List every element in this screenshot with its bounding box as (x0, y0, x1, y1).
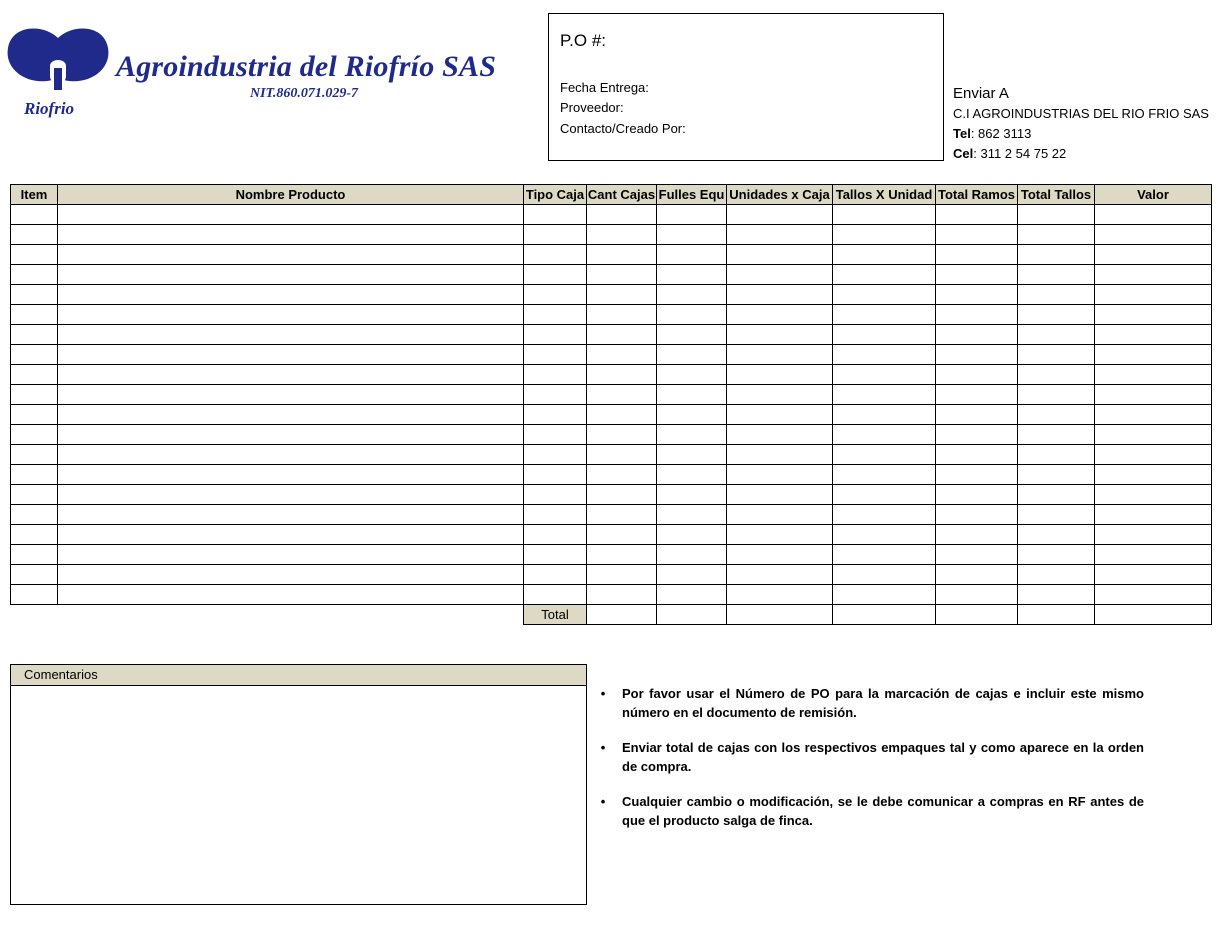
table-body (11, 205, 1212, 605)
table-cell[interactable] (833, 465, 936, 485)
table-cell[interactable] (936, 405, 1018, 425)
table-cell[interactable] (11, 305, 58, 325)
table-cell[interactable] (1095, 205, 1212, 225)
table-cell[interactable] (936, 445, 1018, 465)
table-cell[interactable] (833, 425, 936, 445)
table-cell[interactable] (727, 485, 833, 505)
total-cell-unidades-x-caja[interactable] (727, 605, 833, 625)
table-cell[interactable] (833, 345, 936, 365)
table-cell[interactable] (587, 505, 657, 525)
table-cell[interactable] (524, 485, 587, 505)
contacto-label: Contacto/Creado Por: (560, 121, 686, 136)
table-cell[interactable] (727, 365, 833, 385)
table-cell[interactable] (657, 325, 727, 345)
table-cell[interactable] (936, 325, 1018, 345)
bullet-icon: • (600, 740, 606, 755)
table-cell[interactable] (11, 285, 58, 305)
logo-wordmark: Riofrio (24, 99, 75, 118)
table-cell[interactable] (11, 525, 58, 545)
table-cell[interactable] (587, 525, 657, 545)
table-row (11, 285, 1212, 305)
bullet-icon: • (600, 794, 606, 809)
table-cell[interactable] (727, 405, 833, 425)
table-cell[interactable] (936, 525, 1018, 545)
table-cell[interactable] (657, 505, 727, 525)
table-cell[interactable] (58, 465, 524, 485)
table-cell[interactable] (58, 205, 524, 225)
table-cell[interactable] (524, 205, 587, 225)
table-cell[interactable] (58, 525, 524, 545)
total-label: Total (524, 605, 587, 625)
table-row (11, 425, 1212, 445)
table-cell[interactable] (11, 505, 58, 525)
table-cell[interactable] (936, 425, 1018, 445)
table-cell[interactable] (587, 305, 657, 325)
table-header-row (11, 185, 1212, 205)
table-cell[interactable] (58, 365, 524, 385)
table-cell[interactable] (1018, 225, 1095, 245)
table-row (11, 445, 1212, 465)
table-cell[interactable] (727, 425, 833, 445)
table-cell[interactable] (587, 405, 657, 425)
table-cell[interactable] (1018, 445, 1095, 465)
table-cell[interactable] (587, 365, 657, 385)
table-cell[interactable] (657, 465, 727, 485)
table-cell[interactable] (524, 525, 587, 545)
table-cell[interactable] (587, 585, 657, 605)
table-cell[interactable] (657, 285, 727, 305)
table-cell[interactable] (727, 225, 833, 245)
table-row (11, 225, 1212, 245)
proveedor-label: Proveedor: (560, 100, 624, 115)
table-cell[interactable] (833, 585, 936, 605)
table-cell[interactable] (524, 285, 587, 305)
table-cell[interactable] (1095, 425, 1212, 445)
table-cell[interactable] (1095, 565, 1212, 585)
total-cell-total-ramos[interactable] (936, 605, 1018, 625)
table-cell[interactable] (587, 285, 657, 305)
table-cell[interactable] (58, 265, 524, 285)
table-cell[interactable] (727, 305, 833, 325)
notes-list (596, 684, 1144, 846)
table-cell[interactable] (587, 425, 657, 445)
table-cell[interactable] (657, 265, 727, 285)
table-cell[interactable] (1018, 245, 1095, 265)
table-cell[interactable] (58, 405, 524, 425)
col-header-tipo-caja: Tipo Caja (524, 185, 587, 205)
table-cell[interactable] (1018, 405, 1095, 425)
table-cell[interactable] (587, 245, 657, 265)
table-row (11, 585, 1212, 605)
col-header-valor: Valor (1095, 185, 1212, 205)
table-cell[interactable] (657, 405, 727, 425)
table-cell[interactable] (58, 305, 524, 325)
col-header-cant-cajas: Cant Cajas (587, 185, 657, 205)
table-cell[interactable] (1095, 265, 1212, 285)
table-cell[interactable] (1095, 445, 1212, 465)
table-cell[interactable] (11, 325, 58, 345)
table-cell[interactable] (727, 345, 833, 365)
table-cell[interactable] (727, 545, 833, 565)
table-cell[interactable] (657, 365, 727, 385)
table-cell[interactable] (1018, 265, 1095, 285)
col-header-fulles-equ: Fulles Equ (657, 185, 727, 205)
table-cell[interactable] (11, 405, 58, 425)
table-cell[interactable] (657, 525, 727, 545)
table-cell[interactable] (58, 565, 524, 585)
table-cell[interactable] (1018, 385, 1095, 405)
table-cell[interactable] (657, 345, 727, 365)
total-blank-cell (11, 605, 58, 625)
table-cell[interactable] (587, 465, 657, 485)
table-cell[interactable] (524, 305, 587, 325)
note-text: Enviar total de cajas con los respectivos empaques tal y como aparece en la orden de compra. (622, 740, 1144, 774)
ship-to-company: C.I AGROINDUSTRIAS DEL RIO FRIO SAS (953, 106, 1209, 121)
table-cell[interactable] (1095, 365, 1212, 385)
table-cell[interactable] (936, 265, 1018, 285)
table-cell[interactable] (524, 245, 587, 265)
table-cell[interactable] (1018, 305, 1095, 325)
total-cell-total-tallos[interactable] (1018, 605, 1095, 625)
table-cell[interactable] (727, 505, 833, 525)
table-row (11, 525, 1212, 545)
total-row (11, 605, 1212, 625)
table-cell[interactable] (727, 205, 833, 225)
note-item (596, 738, 1144, 776)
table-cell[interactable] (1095, 345, 1212, 365)
tel-value: : 862 3113 (970, 126, 1032, 141)
table-cell[interactable] (833, 385, 936, 405)
table-row (11, 205, 1212, 225)
company-nit: NIT.860.071.029-7 (250, 86, 358, 101)
table-cell[interactable] (58, 285, 524, 305)
table-cell[interactable] (727, 465, 833, 485)
table-cell[interactable] (587, 325, 657, 345)
table-cell[interactable] (11, 205, 58, 225)
table-cell[interactable] (11, 445, 58, 465)
table-cell[interactable] (11, 425, 58, 445)
table-cell[interactable] (936, 205, 1018, 225)
table-cell[interactable] (1018, 505, 1095, 525)
col-header-nombre-producto: Nombre Producto (58, 185, 524, 205)
table-cell[interactable] (936, 365, 1018, 385)
table-cell[interactable] (1095, 525, 1212, 545)
total-blank-cell (58, 605, 524, 625)
table-cell[interactable] (833, 565, 936, 585)
table-cell[interactable] (587, 485, 657, 505)
table-cell[interactable] (727, 585, 833, 605)
table-row (11, 505, 1212, 525)
table-cell[interactable] (524, 585, 587, 605)
table-cell[interactable] (833, 205, 936, 225)
table-cell[interactable] (727, 445, 833, 465)
total-cell-valor[interactable] (1095, 605, 1212, 625)
table-cell[interactable] (1095, 505, 1212, 525)
table-cell[interactable] (587, 545, 657, 565)
table-cell[interactable] (524, 565, 587, 585)
table-cell[interactable] (657, 385, 727, 405)
table-cell[interactable] (936, 505, 1018, 525)
table-cell[interactable] (833, 405, 936, 425)
table-cell[interactable] (58, 345, 524, 365)
total-cell-fulles-equ[interactable] (657, 605, 727, 625)
table-cell[interactable] (657, 245, 727, 265)
table-cell[interactable] (524, 365, 587, 385)
table-cell[interactable] (833, 525, 936, 545)
table-cell[interactable] (524, 225, 587, 245)
comments-box[interactable] (10, 664, 587, 905)
table-cell[interactable] (1095, 305, 1212, 325)
po-box (548, 13, 944, 161)
table-row (11, 345, 1212, 365)
riofrio-logo-icon (6, 26, 110, 122)
table-cell[interactable] (1095, 325, 1212, 345)
table-cell[interactable] (833, 225, 936, 245)
table-cell[interactable] (657, 425, 727, 445)
table-row (11, 365, 1212, 385)
table-cell[interactable] (58, 505, 524, 525)
table-cell[interactable] (11, 385, 58, 405)
table-cell[interactable] (58, 325, 524, 345)
table-cell[interactable] (524, 465, 587, 485)
table-cell[interactable] (1018, 365, 1095, 385)
table-cell[interactable] (1095, 585, 1212, 605)
table-cell[interactable] (833, 285, 936, 305)
col-header-tallos-x-unidad: Tallos X Unidad (833, 185, 936, 205)
table-row (11, 465, 1212, 485)
table-cell[interactable] (936, 345, 1018, 365)
table-cell[interactable] (936, 565, 1018, 585)
table-cell[interactable] (11, 265, 58, 285)
company-logo (6, 26, 110, 122)
table-cell[interactable] (58, 545, 524, 565)
table-cell[interactable] (833, 505, 936, 525)
table-cell[interactable] (727, 565, 833, 585)
table-cell[interactable] (524, 425, 587, 445)
table-cell[interactable] (11, 485, 58, 505)
tel-label: Tel (953, 126, 971, 141)
table-cell[interactable] (1095, 385, 1212, 405)
cel-value: : 311 2 54 75 22 (973, 146, 1067, 161)
table-cell[interactable] (11, 345, 58, 365)
table-cell[interactable] (11, 585, 58, 605)
product-table (10, 184, 1212, 625)
table-cell[interactable] (833, 445, 936, 465)
col-header-unidades-x-caja: Unidades x Caja (727, 185, 833, 205)
table-cell[interactable] (833, 325, 936, 345)
table-cell[interactable] (1095, 465, 1212, 485)
table-row (11, 325, 1212, 345)
table-cell[interactable] (524, 445, 587, 465)
table-cell[interactable] (1095, 245, 1212, 265)
table-cell[interactable] (936, 225, 1018, 245)
ship-to-cel (953, 144, 1209, 164)
table-row (11, 545, 1212, 565)
table-row (11, 405, 1212, 425)
table-cell[interactable] (1018, 545, 1095, 565)
table-cell[interactable] (657, 545, 727, 565)
note-item (596, 792, 1144, 830)
table-cell[interactable] (11, 545, 58, 565)
table-cell[interactable] (936, 545, 1018, 565)
table-cell[interactable] (727, 525, 833, 545)
table-cell[interactable] (1018, 485, 1095, 505)
table-cell[interactable] (11, 225, 58, 245)
table-cell[interactable] (58, 585, 524, 605)
table-cell[interactable] (657, 305, 727, 325)
table-cell[interactable] (727, 285, 833, 305)
table-row (11, 485, 1212, 505)
table-cell[interactable] (587, 445, 657, 465)
table-cell[interactable] (58, 245, 524, 265)
po-number-label: P.O #: (560, 31, 606, 50)
table-cell[interactable] (58, 485, 524, 505)
table-cell[interactable] (833, 485, 936, 505)
bullet-icon: • (600, 686, 606, 701)
table-cell[interactable] (524, 405, 587, 425)
note-item (596, 684, 1144, 722)
table-cell[interactable] (524, 345, 587, 365)
ship-to-block (953, 84, 1209, 164)
table-cell[interactable] (11, 465, 58, 485)
ship-to-tel (953, 124, 1209, 144)
table-cell[interactable] (524, 545, 587, 565)
table-cell[interactable] (11, 245, 58, 265)
table-cell[interactable] (11, 365, 58, 385)
table-cell[interactable] (833, 545, 936, 565)
table-cell[interactable] (1018, 425, 1095, 445)
table-cell[interactable] (833, 245, 936, 265)
total-cell-tallos-x-unidad[interactable] (833, 605, 936, 625)
col-header-total-tallos: Total Tallos (1018, 185, 1095, 205)
table-row (11, 265, 1212, 285)
table-cell[interactable] (1018, 585, 1095, 605)
table-cell[interactable] (1095, 485, 1212, 505)
table-cell[interactable] (727, 245, 833, 265)
table-cell[interactable] (524, 385, 587, 405)
table-cell[interactable] (657, 445, 727, 465)
table-cell[interactable] (11, 565, 58, 585)
table-cell[interactable] (833, 305, 936, 325)
table-cell[interactable] (727, 385, 833, 405)
table-cell[interactable] (1018, 205, 1095, 225)
table-cell[interactable] (657, 225, 727, 245)
note-text: Por favor usar el Número de PO para la marcación de cajas e incluir este mismo número en el documento de remisión. (622, 686, 1144, 720)
table-cell[interactable] (58, 425, 524, 445)
table-cell[interactable] (58, 225, 524, 245)
table-cell[interactable] (833, 365, 936, 385)
table-cell[interactable] (1095, 225, 1212, 245)
table-cell[interactable] (524, 505, 587, 525)
table-cell[interactable] (58, 385, 524, 405)
table-cell[interactable] (587, 385, 657, 405)
total-cell-cant-cajas[interactable] (587, 605, 657, 625)
table-row (11, 245, 1212, 265)
company-name: Agroindustria del Riofrío SAS (116, 50, 497, 83)
table-cell[interactable] (1095, 285, 1212, 305)
table-cell[interactable] (657, 485, 727, 505)
table-cell[interactable] (587, 205, 657, 225)
table-cell[interactable] (587, 565, 657, 585)
table-cell[interactable] (657, 565, 727, 585)
table-cell[interactable] (936, 285, 1018, 305)
table-row (11, 565, 1212, 585)
ship-to-heading: Enviar A (953, 85, 1009, 102)
table-cell[interactable] (1018, 465, 1095, 485)
table-cell[interactable] (1018, 565, 1095, 585)
col-header-item: Item (11, 185, 58, 205)
table-cell[interactable] (727, 265, 833, 285)
table-cell[interactable] (1018, 325, 1095, 345)
table-cell[interactable] (833, 265, 936, 285)
col-header-total-ramos: Total Ramos (936, 185, 1018, 205)
table-cell[interactable] (727, 325, 833, 345)
table-cell[interactable] (524, 325, 587, 345)
table-cell[interactable] (524, 265, 587, 285)
table-cell[interactable] (936, 245, 1018, 265)
table-cell[interactable] (936, 465, 1018, 485)
table-cell[interactable] (936, 305, 1018, 325)
table-cell[interactable] (58, 445, 524, 465)
table-cell[interactable] (936, 585, 1018, 605)
table-cell[interactable] (1095, 545, 1212, 565)
table-row (11, 305, 1212, 325)
table-cell[interactable] (587, 225, 657, 245)
table-cell[interactable] (1018, 525, 1095, 545)
table-cell[interactable] (587, 345, 657, 365)
table-cell[interactable] (936, 485, 1018, 505)
comments-label: Comentarios (11, 665, 586, 686)
table-cell[interactable] (1018, 345, 1095, 365)
fecha-entrega-label: Fecha Entrega: (560, 80, 649, 95)
table-cell[interactable] (657, 585, 727, 605)
cel-label: Cel (953, 146, 974, 161)
table-cell[interactable] (657, 205, 727, 225)
table-cell[interactable] (587, 265, 657, 285)
table-cell[interactable] (936, 385, 1018, 405)
table-cell[interactable] (1018, 285, 1095, 305)
table-cell[interactable] (1095, 405, 1212, 425)
note-text: Cualquier cambio o modificación, se le debe comunicar a compras en RF antes de que el producto salga de finca. (622, 794, 1144, 828)
table-row (11, 385, 1212, 405)
